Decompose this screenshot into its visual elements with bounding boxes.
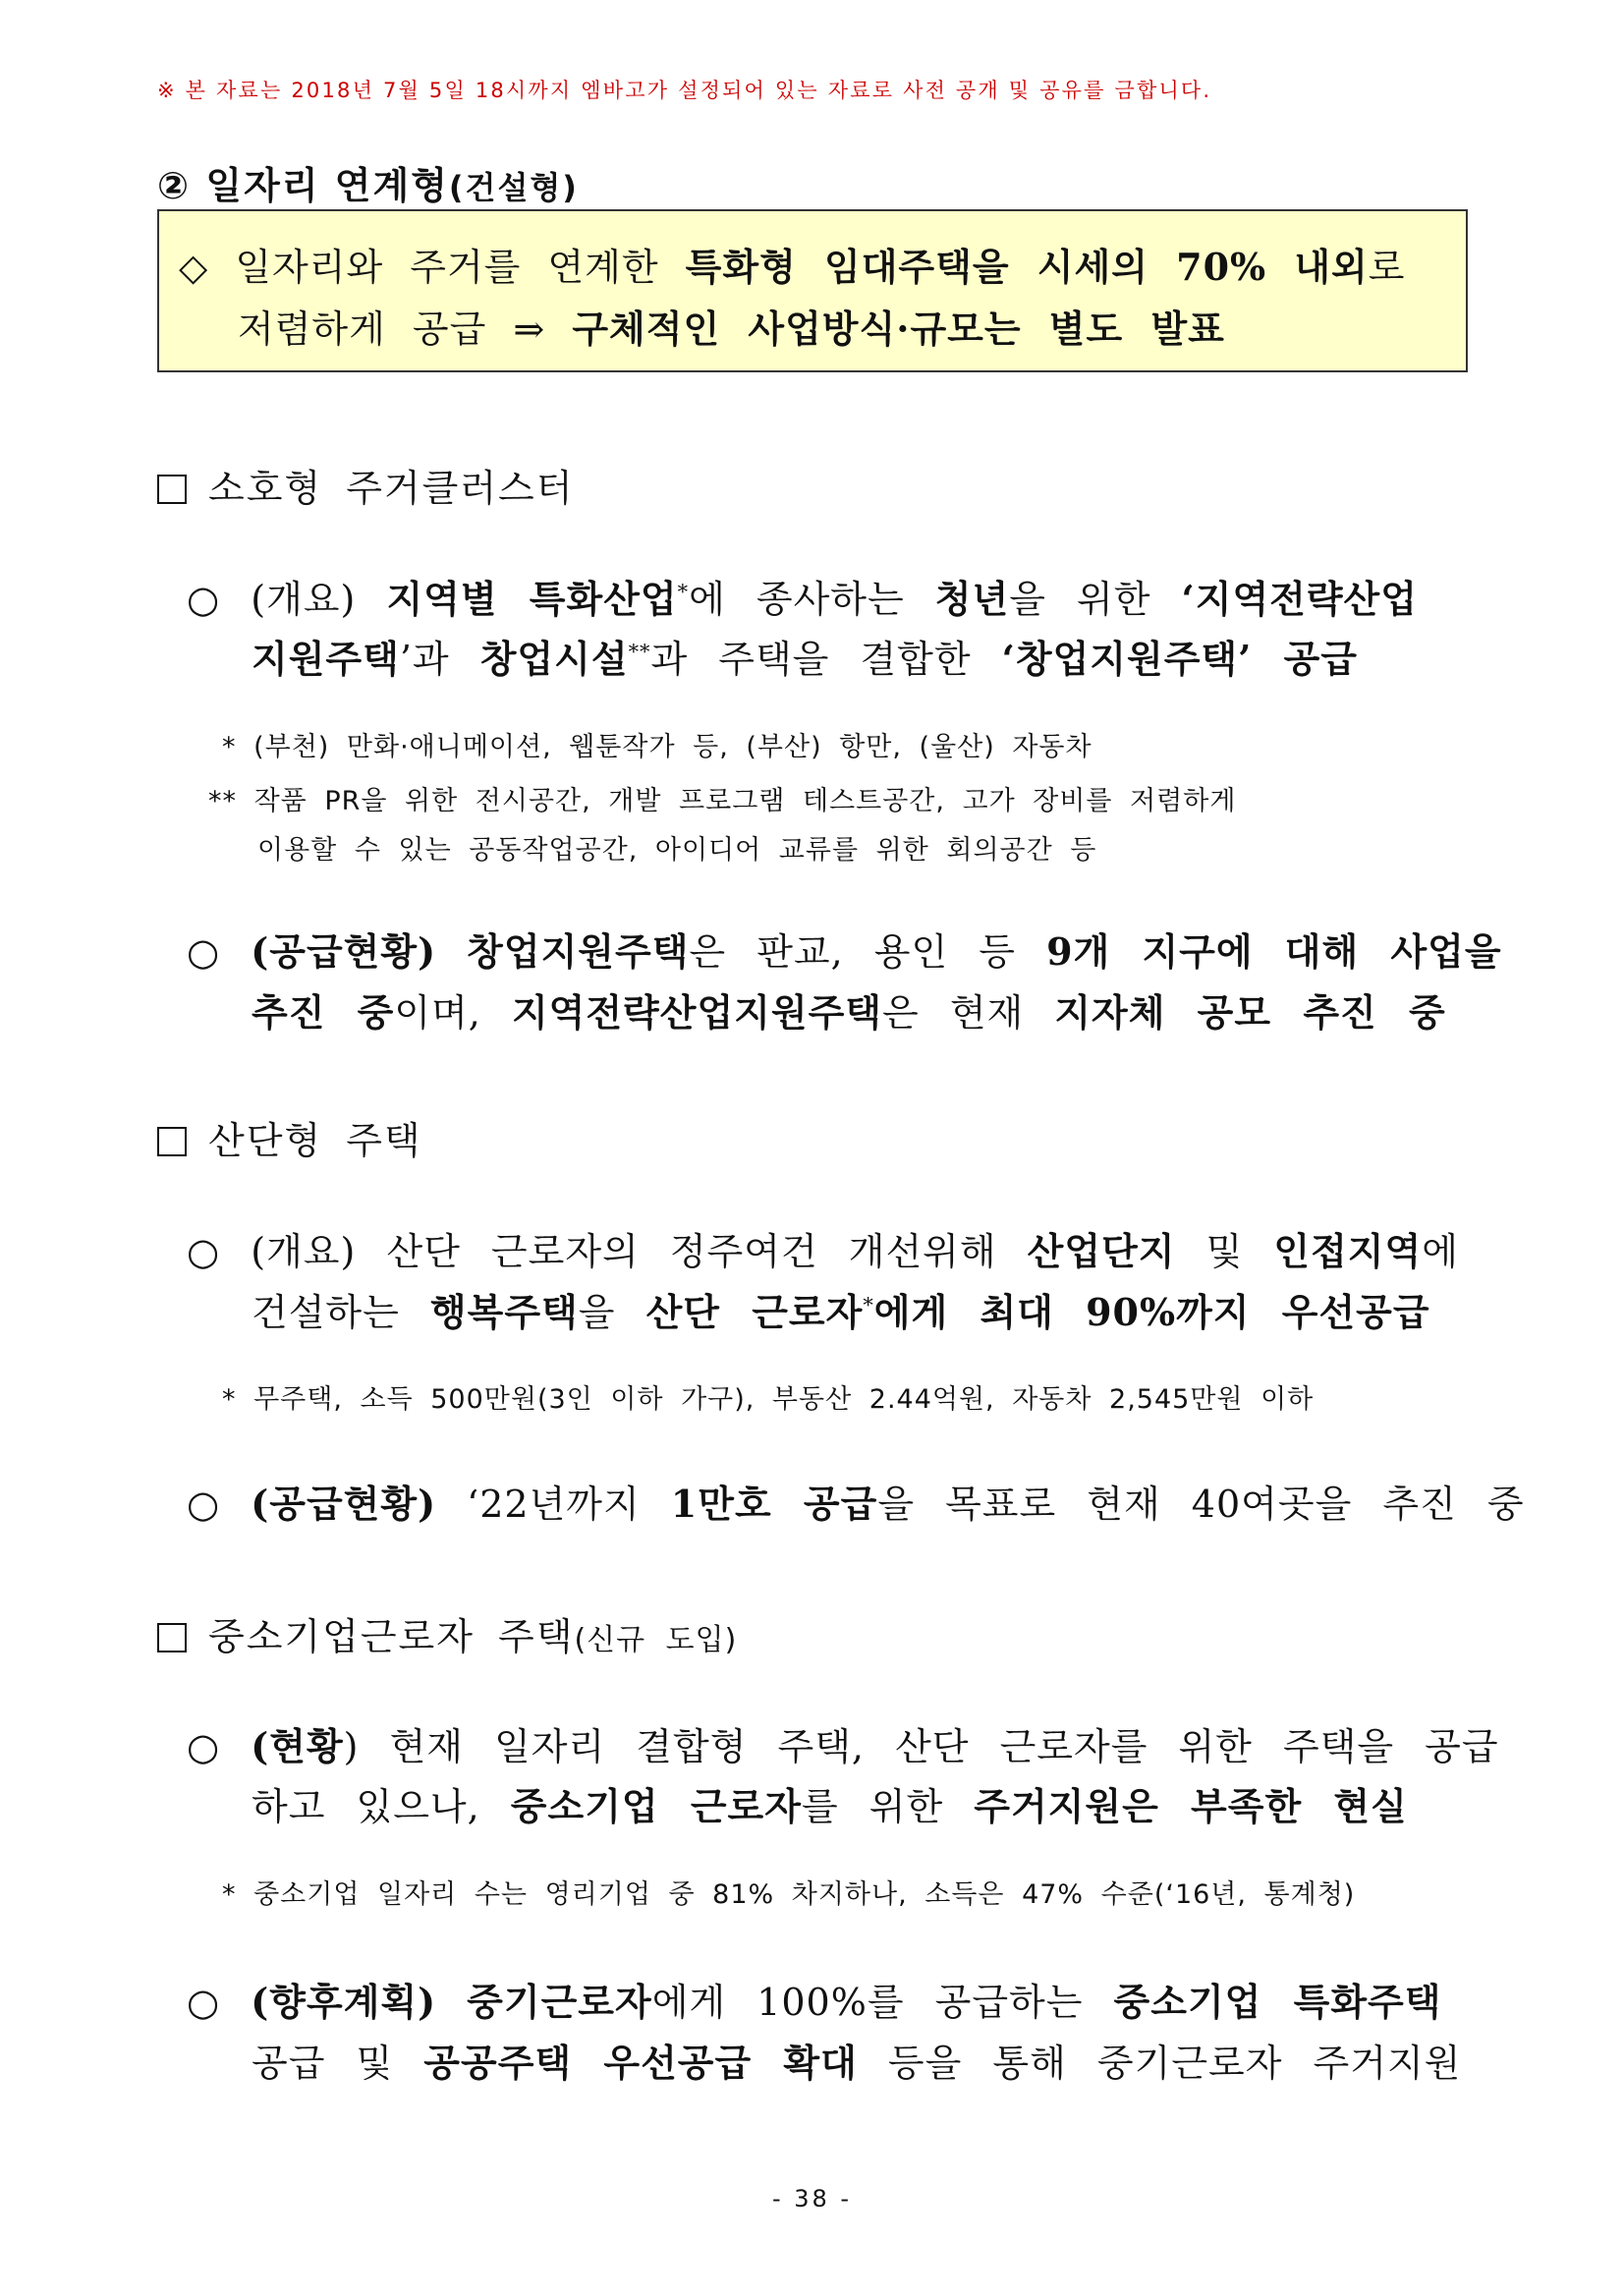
section-title-suffix: (신규 도입) <box>574 1623 738 1657</box>
section-heading-sme <box>157 1606 737 1660</box>
emphasis: 산단 근로자 <box>645 1290 864 1334</box>
text: 를 위한 <box>801 1785 975 1828</box>
subsection-number: ② <box>157 164 192 207</box>
circle-bullet-icon: ○ <box>187 1725 221 1768</box>
text: 산단 근로자의 정주여건 개선위해 <box>386 1230 1028 1273</box>
sandan-overview-line-2 <box>252 1282 1430 1336</box>
text: 과 주택을 결합한 <box>650 638 1002 681</box>
footnote-text: 작품 PR을 위한 전시공간, 개발 프로그램 테스트공간, 고가 장비를 저렴하게 <box>253 786 1237 816</box>
text: 현재 일자리 결합형 주택, 산단 근로자를 위한 주택을 공급 <box>389 1725 1499 1768</box>
label: (현황 <box>251 1724 344 1768</box>
summary-box <box>157 209 1468 372</box>
sme-plan-line-2 <box>252 2033 1461 2087</box>
checkbox-square-icon <box>157 475 187 504</box>
emphasis: 행복주택 <box>429 1290 579 1334</box>
footnote-mark: * <box>677 580 690 604</box>
text: 등을 통해 중기근로자 주거지원 <box>857 2042 1462 2085</box>
soho-footnote-1 <box>222 725 1092 763</box>
emphasis: 산업단지 <box>1027 1229 1176 1273</box>
text: 및 <box>1175 1230 1274 1273</box>
text: 을 위한 <box>1009 578 1182 621</box>
emphasis: 9개 지구에 대해 사업을 <box>1046 929 1502 974</box>
emphasis: 에게 최대 90%까지 우선공급 <box>873 1290 1430 1334</box>
sandan-supply-line <box>187 1474 1525 1528</box>
emphasis: 지역별 특화산업 <box>386 577 678 621</box>
emphasis: 주거지원은 부족한 현실 <box>974 1784 1408 1828</box>
footnote-text: 이용할 수 있는 공동작업공간, 아이디어 교류를 위한 회의공간 등 <box>257 835 1097 866</box>
diamond-icon: ◇ <box>179 246 209 289</box>
text: ‘22년까지 <box>467 1483 671 1526</box>
emphasis: 1만호 공급 <box>670 1482 878 1526</box>
footnote-mark: * <box>222 1879 237 1910</box>
text: 을 목표로 현재 40여곳을 추진 중 <box>877 1483 1525 1526</box>
footnote-text: 무주택, 소득 500만원(3인 이하 가구), 부동산 2.44억원, 자동차 2,545만원 이하 <box>253 1384 1315 1415</box>
sme-footnote <box>222 1873 1355 1911</box>
circle-bullet-icon: ○ <box>187 578 221 621</box>
circle-bullet-icon: ○ <box>187 930 221 974</box>
label: (공급현황) <box>251 1482 437 1526</box>
soho-supply-line-2 <box>252 982 1446 1036</box>
emphasis: 지원주택 <box>252 637 400 681</box>
text: 에게 100%를 공급하는 <box>651 1981 1114 2024</box>
checkbox-square-icon <box>157 1127 187 1156</box>
label: (향후계획) <box>251 1980 437 2024</box>
footnote-text: (부천) 만화·애니메이션, 웹툰작가 등, (부산) 항만, (울산) 자동차 <box>253 732 1092 762</box>
embargo-notice: ※ 본 자료는 2018년 7월 5일 18시까지 엠바고가 설정되어 있는 자료로 사전 공개 및 공유를 금합니다. <box>157 79 1212 102</box>
sandan-footnote <box>222 1377 1314 1416</box>
emphasis: 중소기업 근로자 <box>510 1784 802 1828</box>
emphasis: ‘창업지원주택’ 공급 <box>1001 637 1359 681</box>
circle-bullet-icon: ○ <box>187 1483 221 1526</box>
summary-text: 로 <box>1368 246 1406 289</box>
subsection-title: 일자리 연계형 <box>205 164 449 207</box>
circle-bullet-icon: ○ <box>187 1230 221 1273</box>
summary-emphasis: 구체적인 사업방식·규모는 별도 발표 <box>572 307 1225 351</box>
circle-bullet-icon: ○ <box>187 1981 221 2024</box>
section-title: 중소기업근로자 주택 <box>208 1615 575 1658</box>
emphasis: 창업지원주택 <box>467 929 690 974</box>
summary-text: 저렴하게 공급 ⇒ <box>238 308 573 351</box>
summary-text: 일자리와 주거를 연계한 <box>235 246 686 289</box>
section-heading-sandan <box>157 1110 422 1164</box>
footnote-mark: ** <box>208 786 237 816</box>
emphasis: 인접지역 <box>1273 1229 1423 1273</box>
checkbox-square-icon <box>157 1623 187 1652</box>
sme-plan-line-1 <box>187 1972 1441 2026</box>
emphasis: 지자체 공모 추진 중 <box>1054 990 1446 1035</box>
text: 은 판교, 용인 등 <box>689 930 1047 974</box>
emphasis: 청년 <box>934 577 1010 621</box>
emphasis: 지역전략산업지원주택 <box>511 990 883 1035</box>
subsection-title-suffix: (건설형) <box>448 169 579 206</box>
summary-line-1 <box>179 237 1406 291</box>
label: (공급현황) <box>251 929 437 974</box>
footnote-mark: * <box>222 732 237 762</box>
footnote-mark: ** <box>628 640 651 664</box>
text: 건설하는 <box>252 1291 430 1334</box>
soho-footnote-2 <box>208 779 1236 817</box>
sandan-overview-line-1 <box>187 1221 1459 1275</box>
label-close: ) <box>343 1725 360 1768</box>
emphasis: 창업시설 <box>479 637 629 681</box>
text: 은 현재 <box>882 991 1055 1035</box>
emphasis: ‘지역전략산업 <box>1181 577 1418 621</box>
label: (개요) <box>251 578 357 621</box>
footnote-mark: * <box>222 1384 237 1415</box>
soho-overview-line-1 <box>187 569 1418 623</box>
sme-status-line-1 <box>187 1716 1499 1770</box>
text: 에 <box>1422 1230 1459 1273</box>
emphasis: 추진 중 <box>252 990 395 1035</box>
emphasis: 공공주택 우선공급 확대 <box>423 2041 858 2085</box>
summary-emphasis: 특화형 임대주택을 시세의 70% 내외 <box>685 245 1369 289</box>
text: 에 종사하는 <box>689 578 935 621</box>
footnote-mark: * <box>863 1293 874 1317</box>
page-number: - 38 - <box>771 2185 853 2212</box>
text: 이며, <box>394 991 512 1035</box>
soho-footnote-2-cont <box>257 828 1096 867</box>
emphasis: 중기근로자 <box>467 1980 652 2024</box>
text: 을 <box>578 1291 646 1334</box>
footnote-text: 중소기업 일자리 수는 영리기업 중 81% 차지하나, 소득은 47% 수준(‘16년, 통계청) <box>253 1879 1356 1910</box>
section-title: 소호형 주거클러스터 <box>208 467 575 510</box>
label: (개요) <box>251 1230 357 1273</box>
text: ’과 <box>399 638 480 681</box>
section-heading-soho <box>157 458 574 512</box>
emphasis: 중소기업 특화주택 <box>1113 1980 1442 2024</box>
soho-overview-line-2 <box>252 629 1358 683</box>
summary-line-2 <box>238 299 1225 353</box>
section-title: 산단형 주택 <box>208 1119 422 1162</box>
sme-status-line-2 <box>252 1776 1408 1830</box>
text: 공급 및 <box>252 2042 424 2085</box>
text: 하고 있으나, <box>252 1785 511 1828</box>
subsection-heading <box>157 155 579 209</box>
soho-supply-line-1 <box>187 922 1502 976</box>
